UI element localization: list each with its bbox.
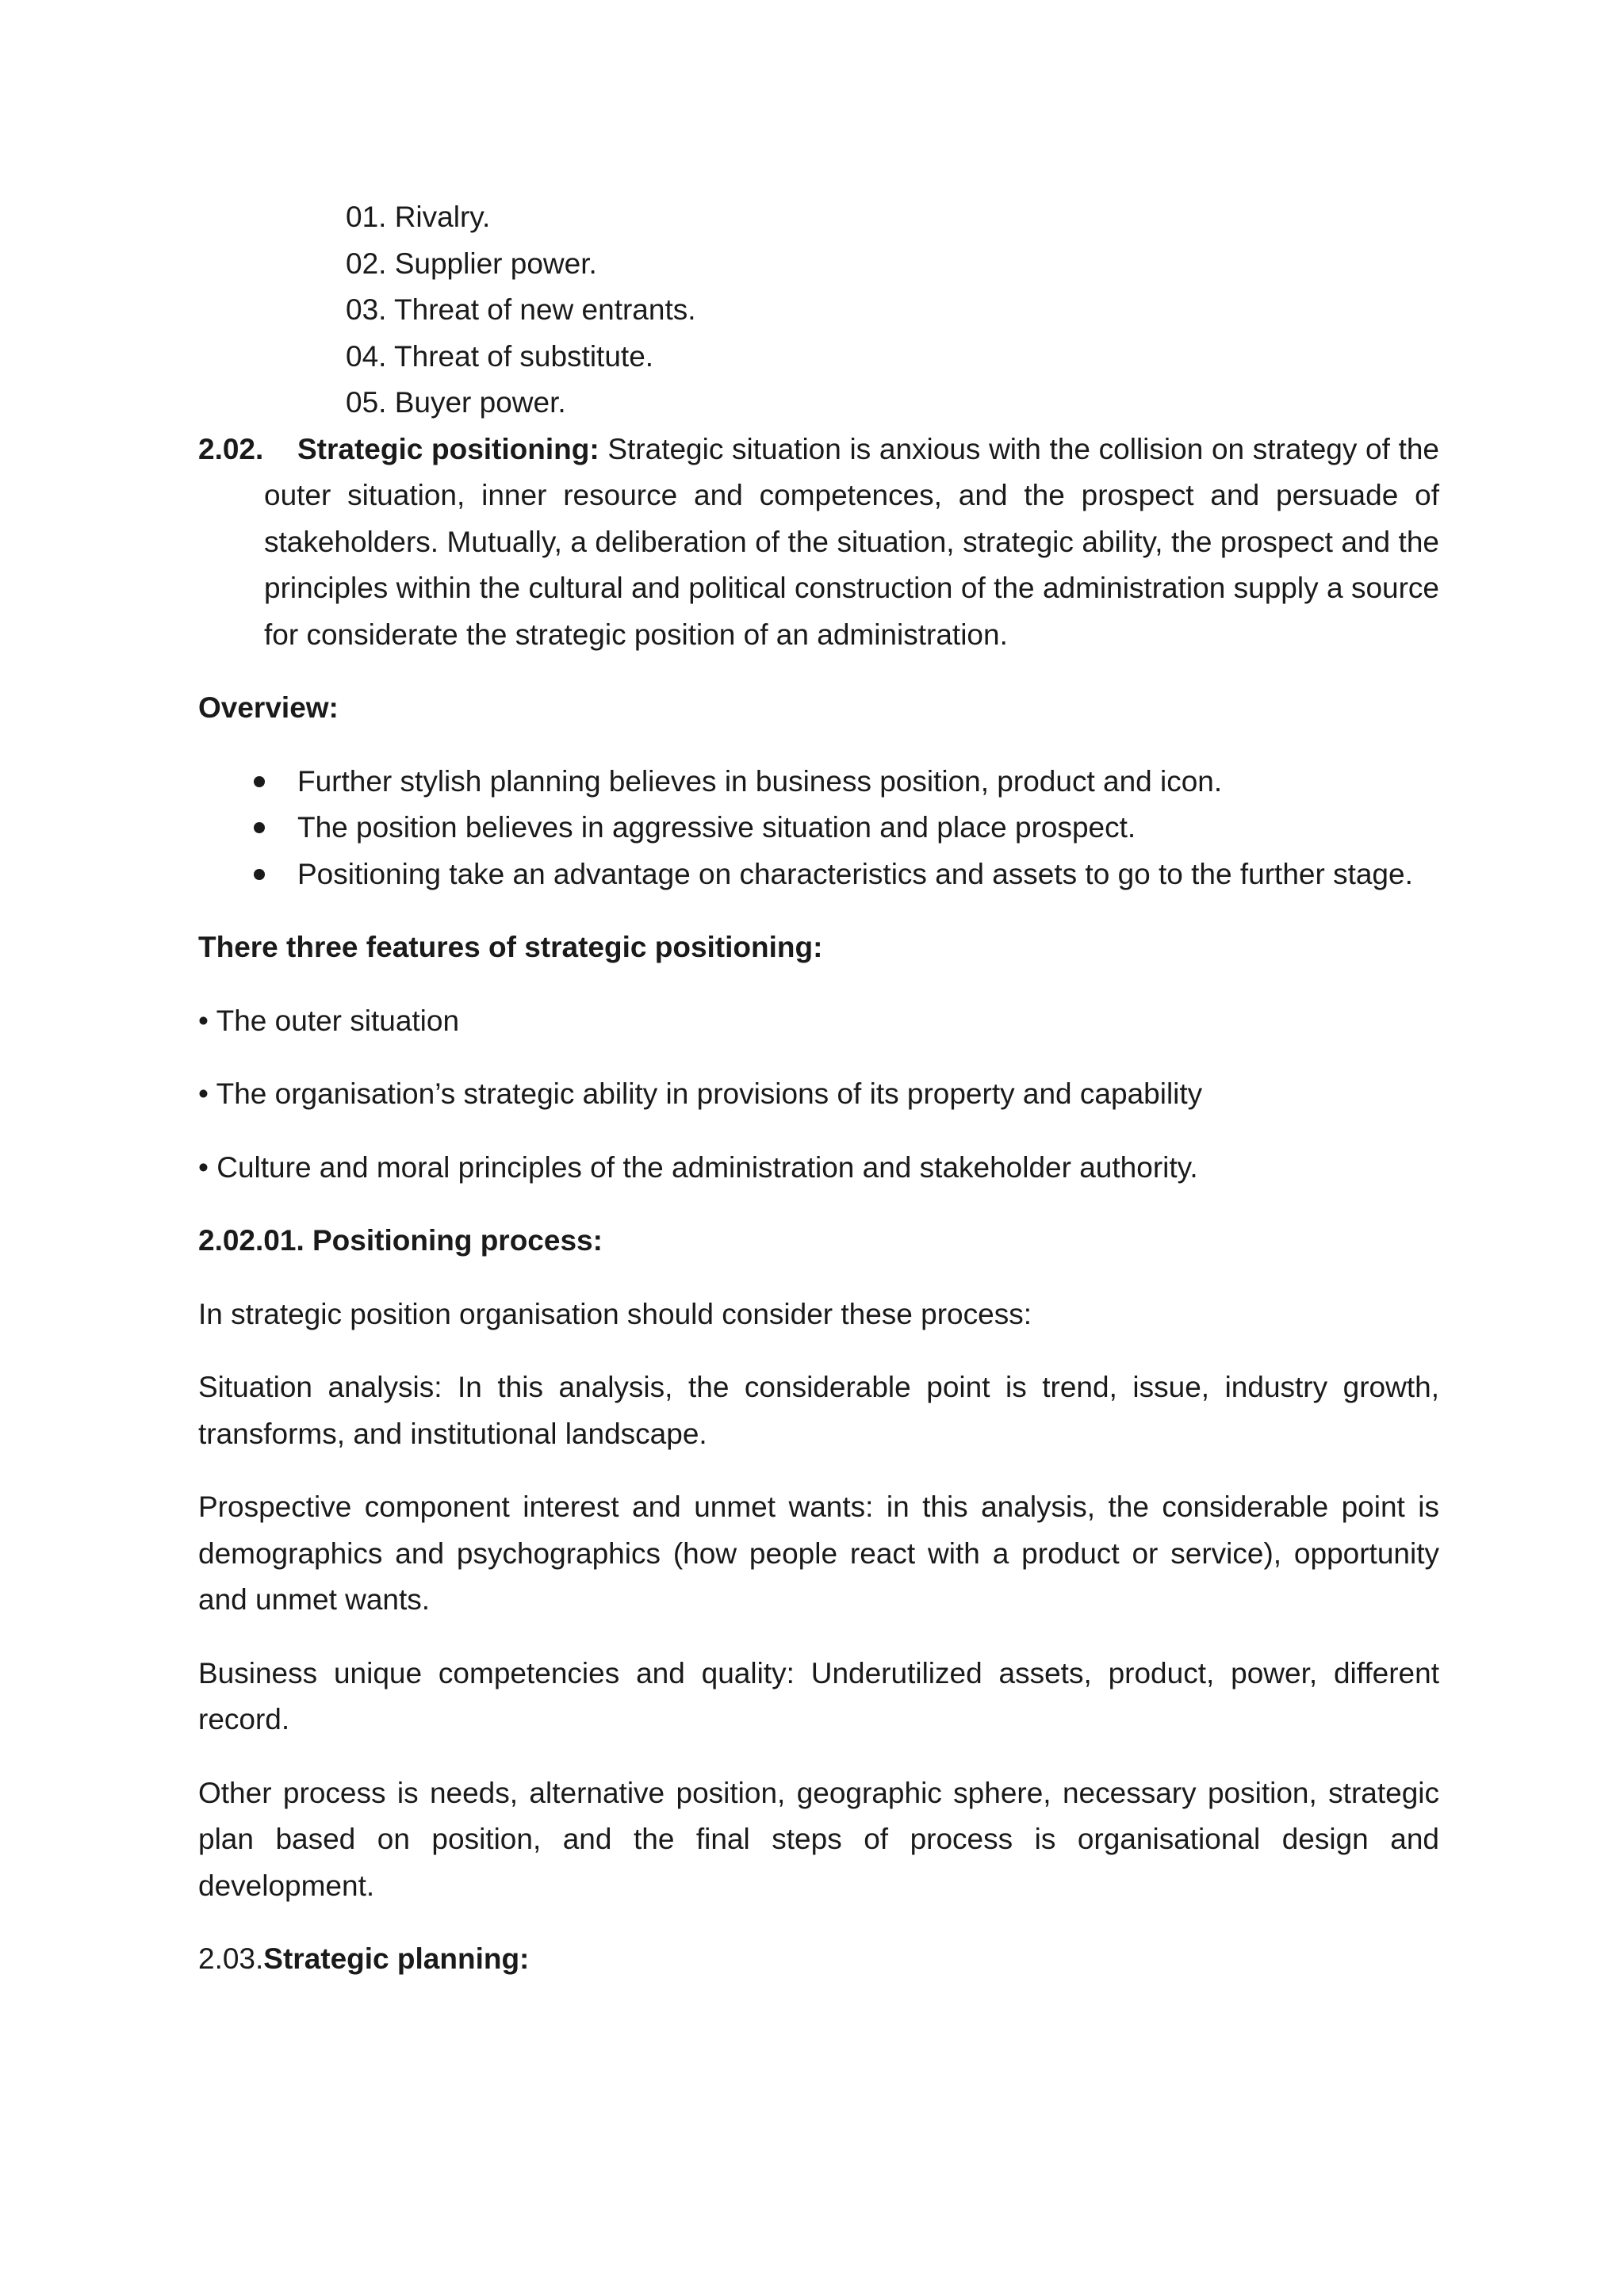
list-item: 01. Rivalry. bbox=[346, 201, 491, 233]
paragraph: Other process is needs, alternative position, geographic sphere, necessary position, strategic plan based on position, and the final steps of process is organisational design and development. bbox=[198, 1776, 1439, 1902]
paragraph: Situation analysis: In this analysis, the considerable point is trend, issue, industry growth, transforms, and institutional landscape. bbox=[198, 1371, 1439, 1450]
features-heading: There three features of strategic positioning: bbox=[198, 931, 823, 963]
section-number: 2.03. bbox=[198, 1942, 264, 1975]
bullet-icon bbox=[254, 869, 265, 880]
list-item: Further stylish planning believes in business position, product and icon. bbox=[198, 759, 1439, 806]
list-item: The position believes in aggressive situation and place prospect. bbox=[198, 805, 1439, 851]
paragraph: Business unique competencies and quality: Underutilized assets, product, power, different record. bbox=[198, 1656, 1439, 1735]
bullet-icon: • bbox=[198, 1077, 209, 1110]
feature-item: • The organisation’s strategic ability in provisions of its property and capability bbox=[198, 1077, 1203, 1110]
list-item: 02. Supplier power. bbox=[346, 247, 597, 280]
list-item: Positioning take an advantage on characteristics and assets to go to the further stage. bbox=[198, 851, 1439, 898]
positioning-process-intro: In strategic position organisation should consider these process: bbox=[198, 1297, 1032, 1330]
list-item: 03. Threat of new entrants. bbox=[346, 293, 696, 326]
feature-item: • The outer situation bbox=[198, 1004, 460, 1037]
list-item: 05. Buyer power. bbox=[346, 386, 566, 419]
bullet-icon bbox=[254, 776, 265, 787]
paragraph: Prospective component interest and unmet wants: in this analysis, the considerable point is demographics and psychographics (how people react with a product or service), opportunity and unmet wants. bbox=[198, 1490, 1439, 1616]
overview-heading: Overview: bbox=[198, 691, 339, 724]
bullet-icon bbox=[254, 822, 265, 833]
section-number: 2.02. bbox=[198, 432, 264, 465]
positioning-process-heading: 2.02.01. Positioning process: bbox=[198, 1224, 603, 1257]
page-content bbox=[198, 194, 1439, 1983]
bullet-icon: • bbox=[198, 1004, 209, 1037]
section-strategic-planning bbox=[198, 1936, 1439, 1983]
list-item: 04. Threat of substitute. bbox=[346, 339, 654, 373]
section-strategic-positioning bbox=[198, 427, 1439, 659]
section-text: Strategic situation is anxious with the collision on strategy of the outer situation, inner resource and competences, and the prospect and persuade of stakeholders. Mutually, a deliberation of the situation, strategic ability, the prospect and the principles within the cultural and political construction of the administration supply a source for considerate the strategic position of an administration. bbox=[264, 432, 1440, 651]
porter-forces-list bbox=[198, 194, 1439, 427]
section-heading: Strategic planning: bbox=[263, 1942, 530, 1975]
bullet-icon: • bbox=[198, 1150, 209, 1184]
section-heading: Strategic positioning: bbox=[297, 432, 599, 465]
overview-bullets bbox=[198, 759, 1439, 898]
feature-item: • Culture and moral principles of the administration and stakeholder authority. bbox=[198, 1150, 1198, 1184]
